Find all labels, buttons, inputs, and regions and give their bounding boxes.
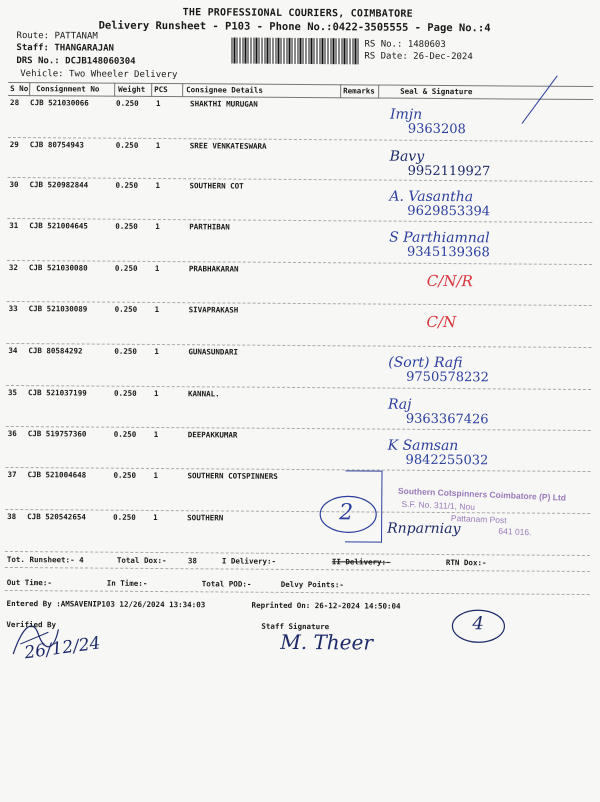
cell-sno: 34 xyxy=(8,345,18,356)
col-header-weight: Weight xyxy=(118,84,146,94)
signature-name: C/N/R xyxy=(426,271,473,291)
table-rule xyxy=(151,83,152,97)
cell-pcs: 1 xyxy=(155,140,161,151)
cell-consignee: SOUTHERN COTSPINNERS xyxy=(187,471,278,481)
footer-rule xyxy=(5,590,590,595)
signature-name: Rnparniay xyxy=(387,520,461,538)
cell-sno: 31 xyxy=(9,220,19,231)
cell-consignee: SREE VENKATESWARA xyxy=(189,141,267,151)
company-stamp xyxy=(390,479,578,543)
staff-signature: M. Theer xyxy=(280,629,374,655)
reprinted-on: Reprinted On: 26-12-2024 14:50:04 xyxy=(251,600,401,611)
col-header-pcs: PCS xyxy=(154,84,168,95)
cell-weight: 0.250 xyxy=(115,221,138,231)
rs-number: RS No.: 1480603 xyxy=(364,39,446,51)
cell-pcs: 1 xyxy=(153,512,158,523)
staff-signature-label: Staff Signature xyxy=(261,621,330,632)
cell-consignment: CJB 521004645 xyxy=(29,221,88,231)
drs-number: DRS No.: DCJB148060304 xyxy=(16,56,136,67)
circled-number-2: 2 xyxy=(339,500,354,526)
signature-name: A. Vasantha xyxy=(389,188,474,206)
col-header-consignment: Consignment No xyxy=(36,84,100,94)
cell-weight: 0.250 xyxy=(113,470,137,480)
cell-sno: 32 xyxy=(8,262,18,273)
cell-weight: 0.250 xyxy=(114,346,137,356)
total-dox-value: 38 xyxy=(187,556,197,566)
row-separator xyxy=(7,260,592,265)
cell-sno: 38 xyxy=(7,511,17,522)
out-time: Out Time:- xyxy=(6,577,52,588)
cell-consignee: PARTHIBAN xyxy=(189,222,230,232)
signature-name: Raj xyxy=(387,396,412,413)
signature-name: K Samsan xyxy=(387,437,459,455)
cell-consignee: GUNASUNDARI xyxy=(188,347,239,357)
cell-consignment: CJB 521030080 xyxy=(28,263,88,273)
cell-weight: 0.250 xyxy=(116,98,139,108)
cell-sno: 30 xyxy=(9,179,19,190)
cell-consignment: CJB 80754943 xyxy=(29,140,84,150)
rs-date: RS Date: 26-Dec-2024 xyxy=(364,51,473,63)
stamp-line: S.F. No. 311/1, Nou xyxy=(401,498,476,512)
cell-pcs: 1 xyxy=(155,180,161,191)
verified-scribble xyxy=(8,614,68,664)
cell-weight: 0.250 xyxy=(114,388,137,398)
stamp-line: Pattanam Post xyxy=(450,512,507,526)
rtn-dox: RTN Dox:- xyxy=(445,558,487,568)
table-rule xyxy=(114,83,115,97)
row-separator xyxy=(6,426,591,431)
cell-sno: 28 xyxy=(10,97,20,108)
col-header-consignee: Consignee Details xyxy=(186,85,263,95)
cell-pcs: 1 xyxy=(153,470,159,481)
cell-consignment: CJB 521004648 xyxy=(27,470,87,480)
cell-consignment: CJB 80584292 xyxy=(28,346,83,356)
vehicle-label: Vehicle: Two Wheeler Delivery xyxy=(20,69,178,81)
staff-label: Staff: THANGARAJAN xyxy=(16,43,115,54)
row-separator xyxy=(6,343,591,348)
cell-pcs: 1 xyxy=(154,263,160,274)
ii-delivery: II Delivery:- xyxy=(331,557,391,567)
tot-runsheet: Tot. Runsheet:- 4 xyxy=(6,554,84,565)
signature-phone: 9629853394 xyxy=(407,203,491,220)
cell-consignee: KANNAL. xyxy=(188,389,220,399)
cell-consignment: CJB 521030089 xyxy=(28,304,88,314)
delvy-points: Delvy Points:- xyxy=(280,579,344,590)
table-rule xyxy=(340,84,341,98)
signature-name: (Sort) Rafi xyxy=(388,354,463,372)
signature-phone: 9842255032 xyxy=(405,452,489,469)
cell-consignment: CJB 521030066 xyxy=(30,98,89,108)
row-separator xyxy=(8,137,593,142)
footer-rule xyxy=(5,567,590,572)
cell-consignee: SIVAPRAKASH xyxy=(188,305,239,315)
cell-sno: 33 xyxy=(8,303,18,314)
col-header-remarks: Remarks xyxy=(343,86,375,96)
row-separator xyxy=(6,385,591,390)
cell-consignee: SHAKTHI MURUGAN xyxy=(190,99,258,109)
signature-name: S Parthiamnal xyxy=(389,229,490,247)
cell-weight: 0.250 xyxy=(114,304,138,314)
company-title: THE PROFESSIONAL COURIERS, COIMBATORE xyxy=(182,7,413,20)
table-rule xyxy=(182,83,183,97)
cell-pcs: 1 xyxy=(154,388,159,399)
cell-weight: 0.250 xyxy=(115,140,139,150)
cell-consignee: DEEPAKKUMAR xyxy=(187,430,238,440)
signature-name: C/N xyxy=(426,312,457,332)
signature-phone: 9345139368 xyxy=(406,244,490,261)
bracket-mark xyxy=(345,470,383,542)
cell-sno: 37 xyxy=(7,469,17,480)
cell-consignment: CJB 520982844 xyxy=(29,180,89,190)
table-rule xyxy=(29,82,30,96)
circled-number-4: 4 xyxy=(472,613,484,635)
barcode xyxy=(231,38,359,65)
total-dox-label: Total Dox:- xyxy=(116,555,167,566)
cell-pcs: 1 xyxy=(154,304,160,315)
row-separator xyxy=(5,551,590,556)
signature-phone: 9952119927 xyxy=(407,163,491,180)
signature-phone: 9363367426 xyxy=(405,411,489,428)
stamp-line: Southern Cotspinners Coimbatore (P) Ltd xyxy=(397,485,567,503)
cell-consignee: PRABHAKARAN xyxy=(188,264,239,274)
cell-consignee: SOUTHERN xyxy=(187,513,224,523)
verified-by: Verified By xyxy=(6,619,57,630)
signature-phone: 9363208 xyxy=(407,121,466,138)
row-separator xyxy=(8,177,593,182)
col-header-sno: S No xyxy=(10,83,29,94)
row-separator xyxy=(7,301,592,306)
signature-name: Bavy xyxy=(389,148,425,165)
runsheet-title: Delivery Runsheet - P103 - Phone No.:0422-3505555 - Page No.:4 xyxy=(98,19,491,35)
cell-consignment: CJB 519757360 xyxy=(27,429,87,439)
cell-consignment: CJB 520542654 xyxy=(27,512,86,522)
col-header-signature: Seal & Signature xyxy=(400,86,473,97)
cell-weight: 0.250 xyxy=(113,512,136,522)
cell-weight: 0.250 xyxy=(114,263,138,273)
total-pod: Total POD:- xyxy=(201,579,252,589)
stamp-line: 641 016. xyxy=(498,525,532,538)
cell-sno: 35 xyxy=(8,387,18,398)
cell-pcs: 1 xyxy=(156,98,161,109)
in-time: In Time:- xyxy=(106,578,148,588)
table-rule xyxy=(378,85,379,99)
row-separator xyxy=(7,218,592,223)
pen-stroke xyxy=(502,73,562,133)
signature-phone: 9750578232 xyxy=(406,369,489,386)
cell-sno: 29 xyxy=(9,139,19,150)
cell-consignment: CJB 521037199 xyxy=(28,388,87,398)
cell-sno: 36 xyxy=(7,428,17,439)
cell-pcs: 1 xyxy=(153,429,159,440)
i-delivery: I Delivery:- xyxy=(221,556,277,566)
cell-pcs: 1 xyxy=(154,346,159,357)
cell-pcs: 1 xyxy=(155,221,160,232)
cell-weight: 0.250 xyxy=(115,180,139,190)
signature-name: Imjn xyxy=(389,106,423,123)
entered-by: Entered By :AMSAVENIP103 12/26/2024 13:34:03 xyxy=(6,598,206,610)
row-separator xyxy=(6,467,591,472)
route-label: Route: PATTANAM xyxy=(16,31,98,42)
verified-signature: 26/12/24 xyxy=(23,633,102,664)
cell-consignee: SOUTHERN COT xyxy=(189,181,244,191)
cell-weight: 0.250 xyxy=(113,429,137,439)
